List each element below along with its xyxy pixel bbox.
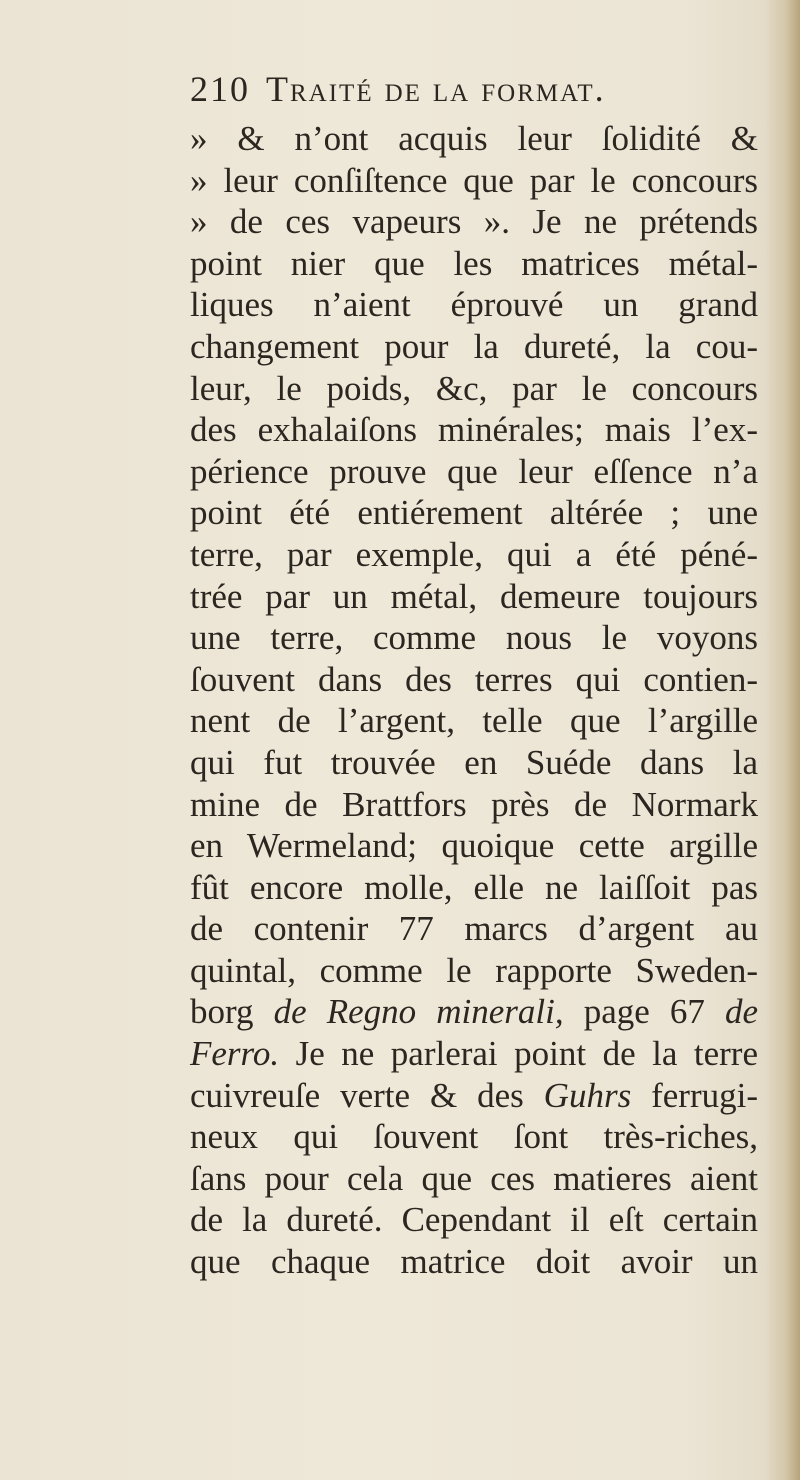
- text-line: liques n’aient éprouvé un grand: [190, 285, 758, 325]
- text-line: leur, le poids, &c, par le concours: [190, 368, 758, 408]
- text-line: de la dureté. Cependant il eſt certain: [190, 1200, 758, 1240]
- text-line: [190, 1075, 758, 1117]
- text-line: [190, 1033, 758, 1075]
- text-line: mine de Brattfors près de Normark: [190, 784, 758, 824]
- text-line: nent de l’argent, telle que l’argille: [190, 701, 758, 741]
- running-header: [190, 68, 760, 112]
- text-line: » & n’ont acquis leur ſolidité &: [190, 119, 758, 158]
- italic-text: de: [724, 992, 758, 1032]
- text-line: ſouvent dans des terres qui contien-: [190, 659, 758, 699]
- text-run: page 67: [563, 992, 725, 1032]
- text-run: cuivreuſe verte & des: [190, 1075, 544, 1115]
- italic-text: Ferro.: [190, 1034, 280, 1074]
- text-line: fût encore molle, elle ne laiſſoit pas: [190, 867, 758, 907]
- text-line: de contenir 77 marcs d’argent au: [190, 909, 758, 949]
- text-line: qui fut trouvée en Suéde dans la: [190, 742, 758, 782]
- text-line: périence prouve que leur eſſence n’a: [190, 451, 758, 491]
- text-line: » de ces vapeurs ». Je ne prétends: [190, 202, 758, 242]
- text-run: borg: [190, 992, 274, 1032]
- text-line: quintal, comme le rapporte Sweden-: [190, 950, 758, 990]
- body-text: [190, 118, 758, 1283]
- italic-title: de Regno minerali,: [273, 992, 564, 1032]
- italic-term: Guhrs: [543, 1075, 632, 1115]
- running-title: Traité de la format.: [266, 69, 606, 109]
- page-number: 210: [190, 69, 250, 109]
- text-run: Je ne parlerai point de la terre: [279, 1034, 758, 1074]
- text-line: que chaque matrice doit avoir un: [190, 1242, 758, 1282]
- text-line: des exhalaiſons minérales; mais l’ex-: [190, 410, 758, 450]
- text-line: [190, 991, 758, 1033]
- text-line: trée par un métal, demeure toujours: [190, 576, 758, 616]
- text-line: point été entiérement altérée ; une: [190, 493, 758, 533]
- text-line: point nier que les matrices métal-: [190, 243, 758, 283]
- text-line: » leur conſiſtence que par le concours: [190, 160, 758, 200]
- text-line: neux qui ſouvent ſont très-riches,: [190, 1117, 758, 1157]
- text-line: une terre, comme nous le voyons: [190, 618, 758, 658]
- text-line: en Wermeland; quoique cette argille: [190, 826, 758, 866]
- text-line: terre, par exemple, qui a été péné-: [190, 534, 758, 574]
- text-run: ferrugi-: [631, 1075, 758, 1115]
- text-line: ſans pour cela que ces matieres aient: [190, 1158, 758, 1198]
- page-edge-shadow: [764, 0, 800, 1480]
- text-line: changement pour la dureté, la cou-: [190, 326, 758, 366]
